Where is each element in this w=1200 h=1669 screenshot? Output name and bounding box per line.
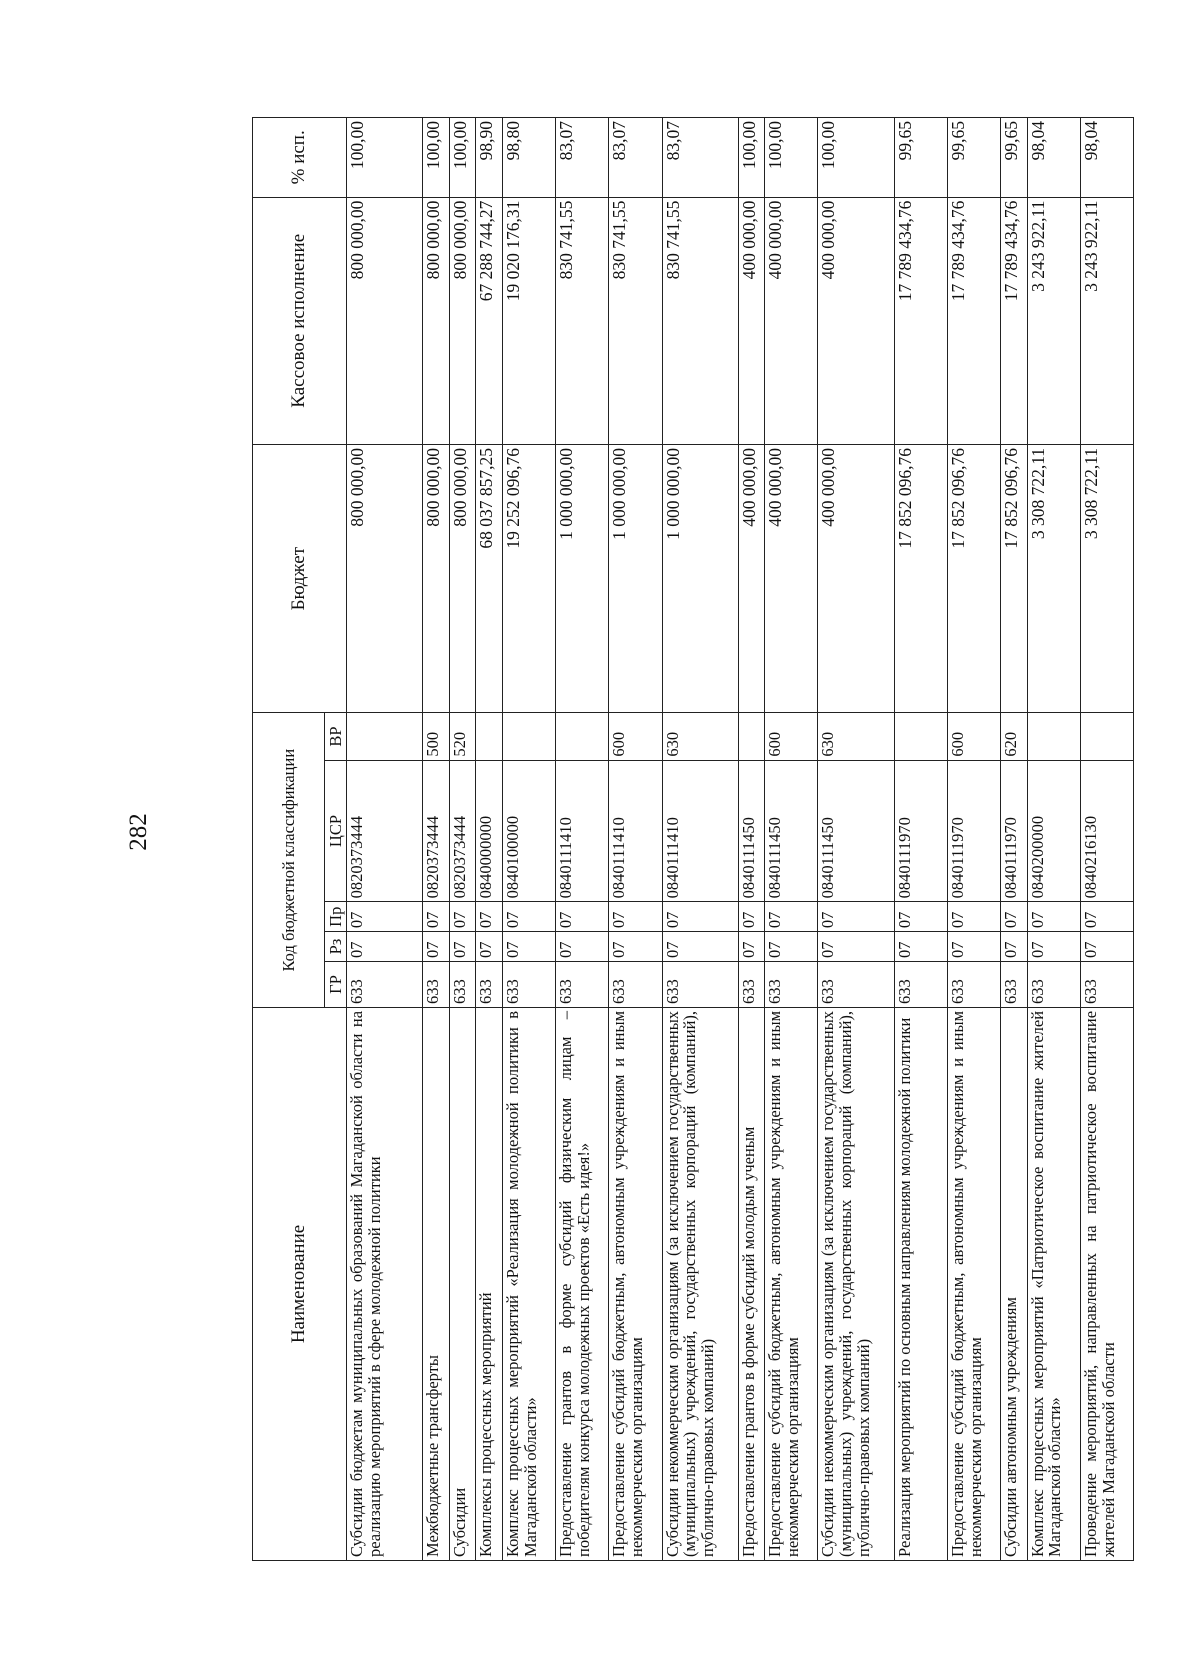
- table-row: [818, 118, 894, 1561]
- row-percent: 100,00: [347, 118, 423, 198]
- row-gr: 633: [765, 961, 818, 1007]
- row-percent: 83,07: [556, 118, 609, 198]
- row-csr: 0840200000: [1027, 760, 1080, 902]
- row-gr: 633: [423, 961, 450, 1007]
- row-vr: [502, 713, 555, 760]
- row-rz: 07: [738, 932, 765, 962]
- row-percent: 98,80: [502, 118, 555, 198]
- row-percent: 100,00: [423, 118, 450, 198]
- row-cash: 17 789 434,76: [947, 197, 1000, 444]
- row-rz: 07: [502, 932, 555, 962]
- row-rz: 07: [818, 932, 894, 962]
- row-csr: 0840111970: [947, 760, 1000, 902]
- row-budget: 800 000,00: [423, 444, 450, 712]
- row-csr: 0820373444: [347, 760, 423, 902]
- header-pr: Пр: [325, 902, 347, 932]
- row-name: Предоставление грантов в форме субсидий физическим лицам – победителям конкурса молодежных проектов «Есть идея!»: [556, 1007, 609, 1560]
- row-cash: 800 000,00: [449, 197, 476, 444]
- row-gr: 633: [476, 961, 503, 1007]
- row-csr: 0840111970: [894, 760, 947, 902]
- row-csr: 0840216130: [1080, 760, 1133, 902]
- row-cash: 400 000,00: [738, 197, 765, 444]
- row-rz: 07: [449, 932, 476, 962]
- row-name: Предоставление субсидий бюджетным, автономным учреждениям и иным некоммерческим организациям: [609, 1007, 662, 1560]
- row-pr: 07: [347, 902, 423, 932]
- row-vr: 630: [662, 713, 738, 760]
- row-budget: 400 000,00: [765, 444, 818, 712]
- row-cash: 67 288 744,27: [476, 197, 503, 444]
- row-cash: 400 000,00: [765, 197, 818, 444]
- row-cash: 830 741,55: [662, 197, 738, 444]
- row-vr: [347, 713, 423, 760]
- row-cash: 400 000,00: [818, 197, 894, 444]
- table-row: [894, 118, 947, 1561]
- row-name: Комплекс процессных мероприятий «Реализация молодежной политики в Магаданской области»: [502, 1007, 555, 1560]
- row-budget: 17 852 096,76: [894, 444, 947, 712]
- table-header-row: [253, 118, 325, 1561]
- row-cash: 17 789 434,76: [894, 197, 947, 444]
- row-budget: 68 037 857,25: [476, 444, 503, 712]
- row-percent: 98,90: [476, 118, 503, 198]
- row-rz: 07: [947, 932, 1000, 962]
- row-budget: 400 000,00: [818, 444, 894, 712]
- table-row: [662, 118, 738, 1561]
- header-cash-execution: Кассовое исполнение: [253, 197, 347, 444]
- page-number: 282: [125, 813, 152, 851]
- row-percent: 99,65: [894, 118, 947, 198]
- row-pr: 07: [738, 902, 765, 932]
- row-cash: 19 020 176,31: [502, 197, 555, 444]
- row-rz: 07: [423, 932, 450, 962]
- header-percent: % исп.: [253, 118, 347, 198]
- row-rz: 07: [765, 932, 818, 962]
- row-gr: 633: [1027, 961, 1080, 1007]
- row-pr: 07: [423, 902, 450, 932]
- row-cash: 830 741,55: [609, 197, 662, 444]
- row-budget: 1 000 000,00: [556, 444, 609, 712]
- table-row: [502, 118, 555, 1561]
- header-budget: Бюджет: [253, 444, 347, 712]
- row-rz: 07: [556, 932, 609, 962]
- table-row: [476, 118, 503, 1561]
- row-vr: 630: [818, 713, 894, 760]
- row-vr: 600: [765, 713, 818, 760]
- row-gr: 633: [502, 961, 555, 1007]
- row-vr: [894, 713, 947, 760]
- row-pr: 07: [476, 902, 503, 932]
- row-gr: 633: [738, 961, 765, 1007]
- row-csr: 0820373444: [423, 760, 450, 902]
- table-row: [423, 118, 450, 1561]
- row-pr: 07: [662, 902, 738, 932]
- row-rz: 07: [476, 932, 503, 962]
- row-gr: 633: [1000, 961, 1027, 1007]
- row-gr: 633: [609, 961, 662, 1007]
- row-csr: 0820373444: [449, 760, 476, 902]
- row-percent: 83,07: [662, 118, 738, 198]
- budget-execution-table: [252, 117, 1134, 1561]
- row-rz: 07: [894, 932, 947, 962]
- row-vr: 520: [449, 713, 476, 760]
- row-pr: 07: [502, 902, 555, 932]
- header-gr: ГР: [325, 961, 347, 1007]
- row-budget: 19 252 096,76: [502, 444, 555, 712]
- table-rotation-wrapper: [252, 117, 1134, 1561]
- row-pr: 07: [818, 902, 894, 932]
- row-csr: 0840111410: [556, 760, 609, 902]
- row-rz: 07: [347, 932, 423, 962]
- row-name: Комплекс процессных мероприятий «Патриотическое воспитание жителей Магаданской области»: [1027, 1007, 1080, 1560]
- row-gr: 633: [894, 961, 947, 1007]
- header-csr: ЦСР: [325, 760, 347, 902]
- row-rz: 07: [662, 932, 738, 962]
- row-percent: 99,65: [947, 118, 1000, 198]
- header-name: Наименование: [253, 1007, 347, 1560]
- row-vr: 500: [423, 713, 450, 760]
- table-holder: [252, 117, 1134, 1561]
- row-gr: 633: [347, 961, 423, 1007]
- row-vr: [556, 713, 609, 760]
- row-gr: 633: [947, 961, 1000, 1007]
- row-percent: 83,07: [609, 118, 662, 198]
- table-row: [449, 118, 476, 1561]
- row-vr: [1080, 713, 1133, 760]
- row-budget: 800 000,00: [347, 444, 423, 712]
- row-pr: 07: [1000, 902, 1027, 932]
- row-gr: 633: [1080, 961, 1133, 1007]
- row-csr: 0840111450: [818, 760, 894, 902]
- row-vr: 620: [1000, 713, 1027, 760]
- row-cash: 800 000,00: [423, 197, 450, 444]
- header-vr: ВР: [325, 713, 347, 760]
- row-csr: 0840000000: [476, 760, 503, 902]
- table-row: [609, 118, 662, 1561]
- row-csr: 0840111450: [738, 760, 765, 902]
- row-pr: 07: [894, 902, 947, 932]
- row-budget: 17 852 096,76: [1000, 444, 1027, 712]
- row-name: Комплексы процессных мероприятий: [476, 1007, 503, 1560]
- row-vr: [738, 713, 765, 760]
- table-row: [556, 118, 609, 1561]
- header-code-group: Код бюджетной классификации: [253, 713, 325, 1008]
- row-budget: 3 308 722,11: [1080, 444, 1133, 712]
- row-name: Межбюджетные трансферты: [423, 1007, 450, 1560]
- row-name: Предоставление субсидий бюджетным, автономным учреждениям и иным некоммерческим организациям: [947, 1007, 1000, 1560]
- row-gr: 633: [556, 961, 609, 1007]
- row-name: Предоставление субсидий бюджетным, автономным учреждениям и иным некоммерческим организациям: [765, 1007, 818, 1560]
- row-budget: 1 000 000,00: [662, 444, 738, 712]
- row-name: Субсидии: [449, 1007, 476, 1560]
- row-budget: 3 308 722,11: [1027, 444, 1080, 712]
- row-gr: 633: [662, 961, 738, 1007]
- row-rz: 07: [1027, 932, 1080, 962]
- row-percent: 98,04: [1080, 118, 1133, 198]
- row-cash: 17 789 434,76: [1000, 197, 1027, 444]
- row-budget: 800 000,00: [449, 444, 476, 712]
- header-rz: Рз: [325, 932, 347, 962]
- row-name: Субсидии автономным учреждениям: [1000, 1007, 1027, 1560]
- row-csr: 0840111410: [662, 760, 738, 902]
- row-name: Реализация мероприятий по основным направлениям молодежной политики: [894, 1007, 947, 1560]
- row-rz: 07: [1000, 932, 1027, 962]
- table-row: [347, 118, 423, 1561]
- row-name: Субсидии некоммерческим организациям (за исключением государственных (муниципальных) учреждений, государственных корпораций (компаний), публично-правовых компаний): [662, 1007, 738, 1560]
- row-budget: 1 000 000,00: [609, 444, 662, 712]
- row-csr: 0840100000: [502, 760, 555, 902]
- row-cash: 800 000,00: [347, 197, 423, 444]
- row-name: Субсидии некоммерческим организациям (за исключением государственных (муниципальных) учреждений, государственных корпораций (компаний), публично-правовых компаний): [818, 1007, 894, 1560]
- row-name: Субсидии бюджетам муниципальных образований Магаданской области на реализацию мероприятий в сфере молодежной политики: [347, 1007, 423, 1560]
- row-rz: 07: [609, 932, 662, 962]
- row-pr: 07: [947, 902, 1000, 932]
- row-cash: 830 741,55: [556, 197, 609, 444]
- row-pr: 07: [609, 902, 662, 932]
- table-row: [1027, 118, 1080, 1561]
- row-cash: 3 243 922,11: [1027, 197, 1080, 444]
- row-pr: 07: [1080, 902, 1133, 932]
- row-name: Предоставление грантов в форме субсидий молодым ученым: [738, 1007, 765, 1560]
- row-gr: 633: [449, 961, 476, 1007]
- table-row: [738, 118, 765, 1561]
- row-cash: 3 243 922,11: [1080, 197, 1133, 444]
- row-pr: 07: [449, 902, 476, 932]
- row-pr: 07: [1027, 902, 1080, 932]
- row-name: Проведение мероприятий, направленных на патриотическое воспитание жителей Магаданской области: [1080, 1007, 1133, 1560]
- row-vr: [1027, 713, 1080, 760]
- row-vr: 600: [609, 713, 662, 760]
- row-rz: 07: [1080, 932, 1133, 962]
- row-budget: 400 000,00: [738, 444, 765, 712]
- table-row: [1000, 118, 1027, 1561]
- row-vr: 600: [947, 713, 1000, 760]
- table-row: [1080, 118, 1133, 1561]
- table-row: [947, 118, 1000, 1561]
- row-budget: 17 852 096,76: [947, 444, 1000, 712]
- row-csr: 0840111970: [1000, 760, 1027, 902]
- row-gr: 633: [818, 961, 894, 1007]
- row-percent: 100,00: [765, 118, 818, 198]
- row-vr: [476, 713, 503, 760]
- row-csr: 0840111410: [609, 760, 662, 902]
- row-percent: 98,04: [1027, 118, 1080, 198]
- row-percent: 100,00: [449, 118, 476, 198]
- row-pr: 07: [765, 902, 818, 932]
- row-percent: 100,00: [738, 118, 765, 198]
- row-csr: 0840111450: [765, 760, 818, 902]
- table-row: [765, 118, 818, 1561]
- row-pr: 07: [556, 902, 609, 932]
- row-percent: 100,00: [818, 118, 894, 198]
- row-percent: 99,65: [1000, 118, 1027, 198]
